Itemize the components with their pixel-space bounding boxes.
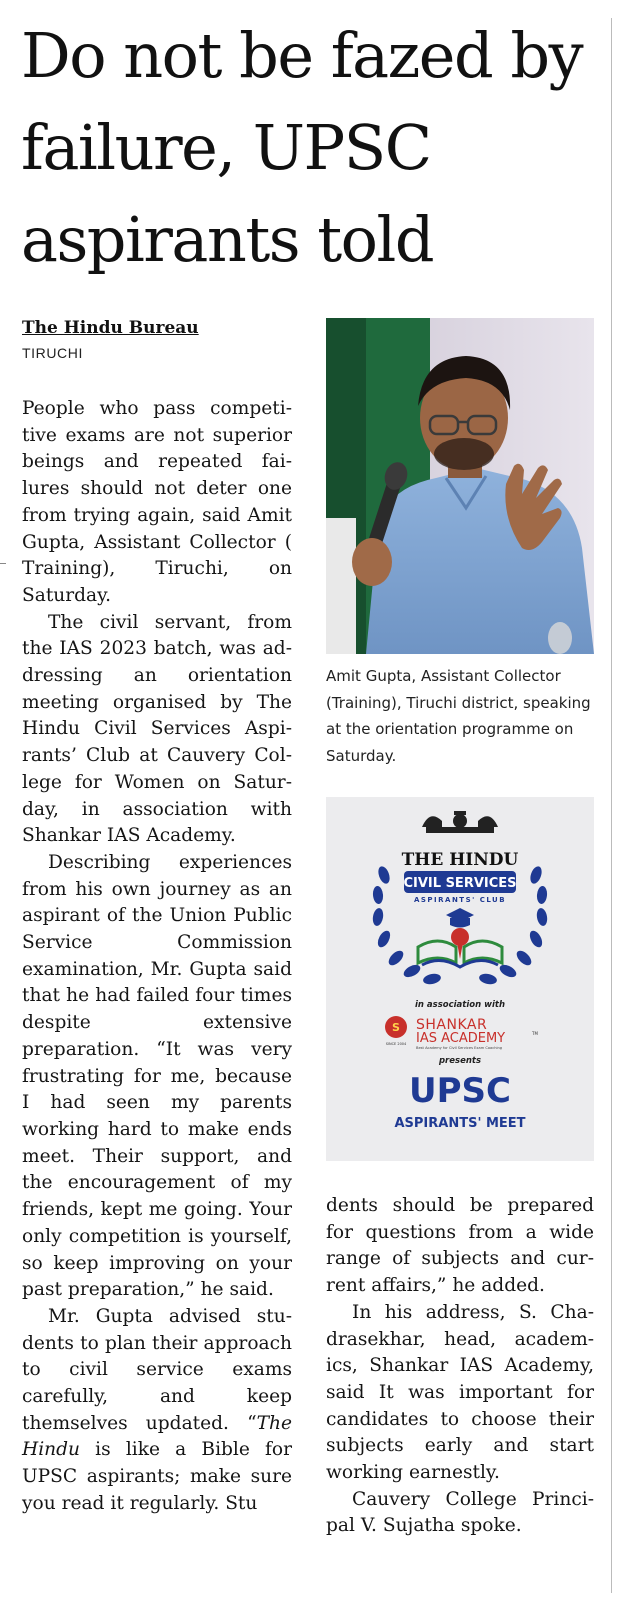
byline: The Hindu Bureau bbox=[22, 318, 199, 338]
publication-name: The Hindu bbox=[22, 1412, 292, 1461]
paragraph bbox=[22, 1304, 292, 1518]
paragraph: People who pass competitive exams are not superior beings and repeated failures should not deter one from trying again, said Amit Gupta, Assistant Collector ( Training), Tiruchi, on Saturday. bbox=[22, 398, 292, 606]
paragraph: Describing experiences from his own journey as an aspirant of the Union Public Service Commission examination, Mr. Gupta said that he had failed four times despite extensive preparation. “It was very frustrating for me, because I had seen my parents working hard to make ends meet. Their support, and the encouragement of my friends, kept me going. Your only competition is yourself, so keep improving on your past preparation,” he said. bbox=[22, 851, 292, 1301]
brand-text: THE HINDU bbox=[401, 850, 519, 870]
partner-since: SINCE 2004 bbox=[385, 1042, 407, 1046]
photo-caption: Amit Gupta, Assistant Collector (Training), Tiruchi district, speaking at the orientation programme on Saturday. bbox=[326, 667, 591, 765]
svg-text:S: S bbox=[392, 1021, 400, 1034]
speaker-photo bbox=[326, 318, 594, 654]
margin-mark bbox=[0, 563, 6, 564]
paragraph-text: is like a Bible for UPSC aspirants; make sure you read it regularly. Stu bbox=[22, 1439, 292, 1514]
event-subtitle: ASPIRANTS' MEET bbox=[394, 1116, 526, 1131]
article-column-left bbox=[22, 396, 292, 1518]
club-title: CIVIL SERVICES bbox=[403, 876, 517, 891]
paragraph: Cauvery College Principal V. Sujatha spoke. bbox=[326, 1488, 594, 1537]
partner-name-line2: IAS ACADEMY bbox=[416, 1031, 506, 1046]
association-text: in association with bbox=[414, 1000, 506, 1010]
event-logo bbox=[326, 797, 594, 1161]
paragraph: In his address, S. Chadrasekhar, head, academics, Shankar IAS Academy, said It was important for candidates to choose their subjects early and start working earnestly. bbox=[326, 1301, 594, 1484]
partner-tagline: Best Academy for Civil Services Exam Coaching bbox=[416, 1046, 503, 1050]
club-subtitle: ASPIRANTS' CLUB bbox=[413, 896, 507, 904]
partner-trademark: TM bbox=[532, 1031, 538, 1036]
article-column-right bbox=[326, 1193, 594, 1540]
presents-text: presents bbox=[438, 1056, 482, 1066]
cap-pen-book-icon bbox=[418, 908, 502, 967]
partner-name-line1: SHANKAR bbox=[416, 1017, 488, 1033]
paragraph-text: Mr. Gupta advised students to plan their approach to civil service exams carefully, and keep themselves updated. “ bbox=[22, 1305, 292, 1434]
emblem-icon bbox=[422, 811, 498, 833]
speaker-photo-image bbox=[326, 318, 594, 654]
event-logo-graphic bbox=[326, 797, 594, 1161]
dateline: TIRUCHI bbox=[22, 345, 83, 361]
headline: Do not be fazed by failure, UPSC aspirants told bbox=[21, 19, 583, 276]
paragraph: The civil servant, from the IAS 2023 batch, was addressing an orientation meeting organised by The Hindu Civil Services Aspirants’ Club at Cauvery College for Women on Saturday, in association with Shankar IAS Academy. bbox=[22, 611, 292, 847]
paragraph-continued: dents should be prepared for questions from a wide range of subjects and current affairs,” he added. bbox=[326, 1195, 594, 1297]
event-title: UPSC bbox=[409, 1071, 511, 1111]
shankar-logo-icon bbox=[385, 1016, 407, 1046]
column-divider bbox=[611, 18, 612, 1593]
